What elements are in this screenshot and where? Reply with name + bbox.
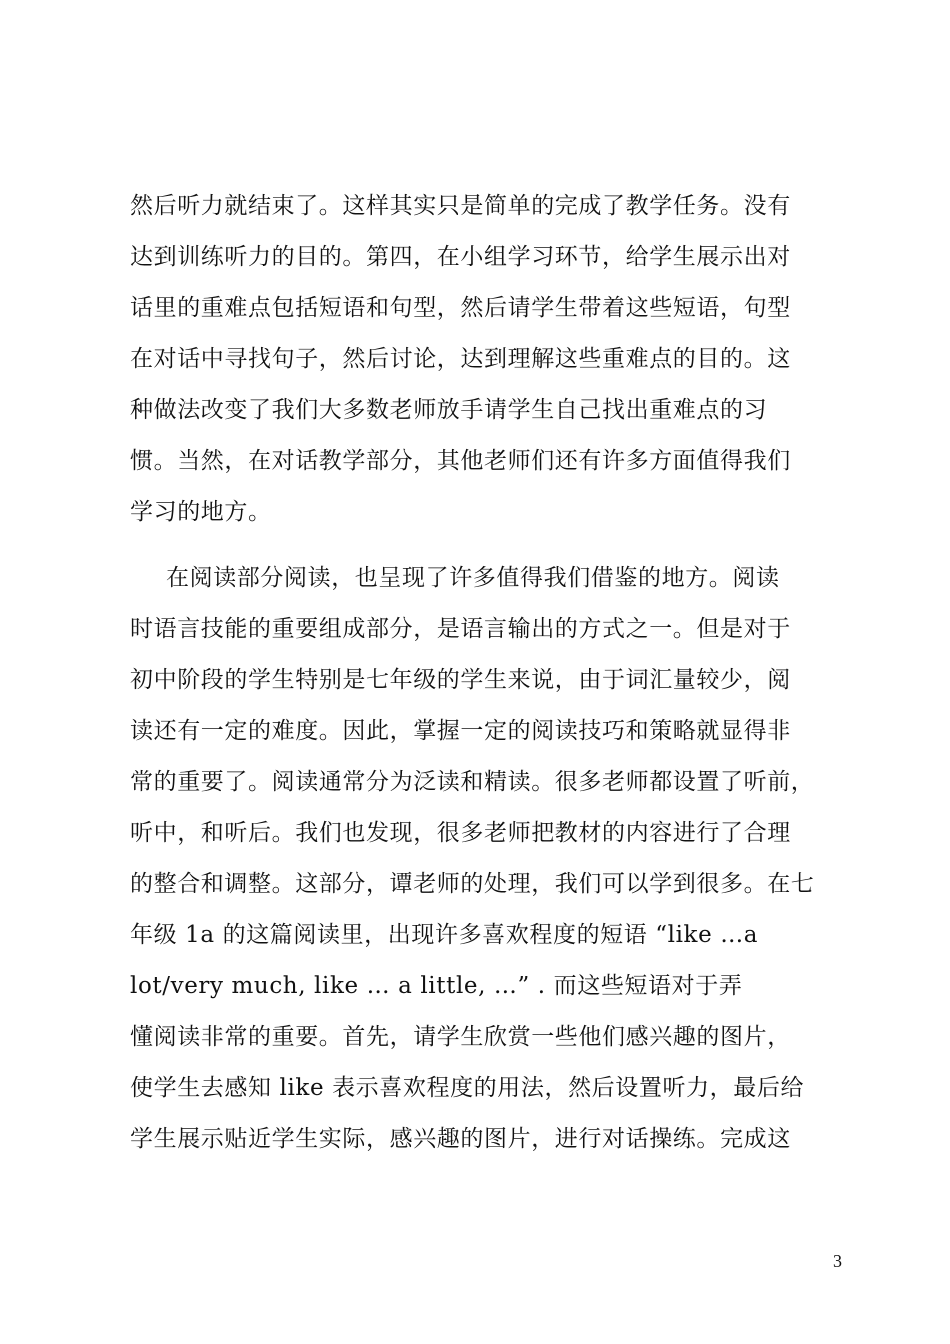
text-line: 年级 1a 的这篇阅读里，出现许多喜欢程度的短语 “like …a (130, 922, 759, 948)
page-number: 3 (833, 1251, 842, 1271)
text-line: 的整合和调整。这部分，谭老师的处理，我们可以学到很多。在七 (130, 871, 815, 897)
text-line: 时语言技能的重要组成部分，是语言输出的方式之一。但是对于 (130, 616, 791, 642)
text-line: 读还有一定的难度。因此，掌握一定的阅读技巧和策略就显得非 (130, 718, 791, 744)
text-line: lot/very much, like … a little, …” . 而这些短语对于弄 (130, 973, 743, 999)
text-line: 惯。当然，在对话教学部分，其他老师们还有许多方面值得我们 (130, 448, 791, 474)
text-line: 听中，和听后。我们也发现，很多老师把教材的内容进行了合理 (130, 820, 791, 846)
text-line: 懂阅读非常的重要。首先，请学生欣赏一些他们感兴趣的图片， (130, 1024, 791, 1050)
text-line: 然后听力就结束了。这样其实只是简单的完成了教学任务。没有 (130, 193, 791, 219)
text-line: 常的重要了。阅读通常分为泛读和精读。很多老师都设置了听前， (130, 769, 815, 795)
text-line: 学生展示贴近学生实际，感兴趣的图片，进行对话操练。完成这 (130, 1126, 791, 1152)
text-line: 使学生去感知 like 表示喜欢程度的用法，然后设置听力，最后给 (130, 1075, 805, 1101)
text-line: 学习的地方。 (130, 499, 272, 525)
text-line: 初中阶段的学生特别是七年级的学生来说，由于词汇量较少，阅 (130, 667, 791, 693)
text-line: 话里的重难点包括短语和句型，然后请学生带着这些短语，句型 (130, 295, 791, 321)
text-line: 达到训练听力的目的。第四，在小组学习环节，给学生展示出对 (130, 244, 791, 270)
text-line: 种做法改变了我们大多数老师放手请学生自己找出重难点的习 (130, 397, 768, 423)
text-line: 在阅读部分阅读，也呈现了许多值得我们借鉴的地方。阅读 (166, 565, 780, 591)
text-line: 在对话中寻找句子，然后讨论，达到理解这些重难点的目的。这 (130, 346, 791, 372)
